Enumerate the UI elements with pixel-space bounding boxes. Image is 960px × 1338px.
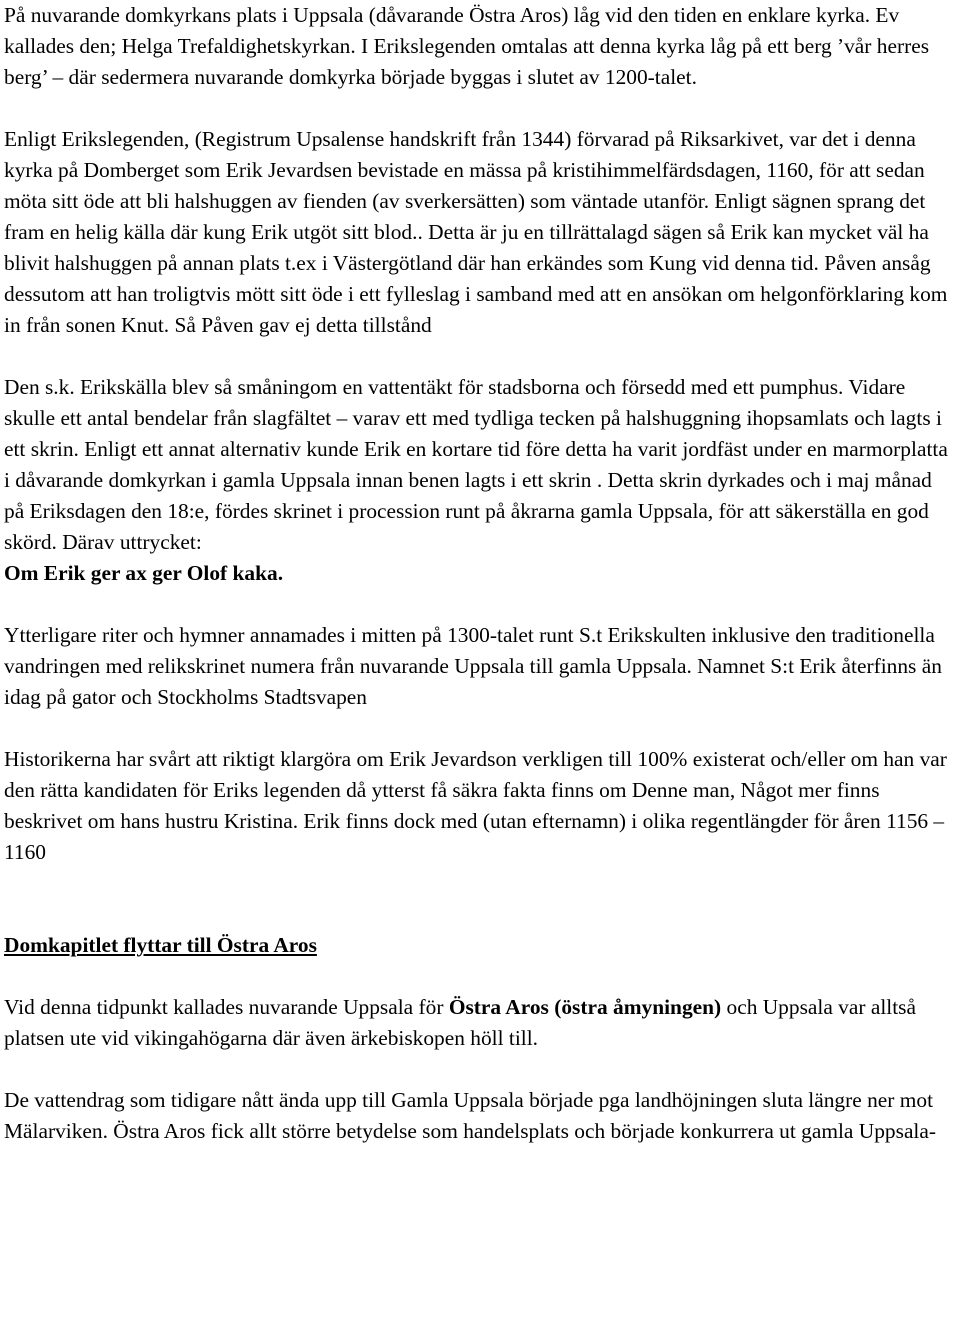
paragraph-ostra-aros	[4, 992, 956, 1054]
section-heading: Domkapitlet flyttar till Östra Aros	[4, 933, 317, 957]
ostra-aros-text-end: och Uppsala var alltså platsen ute vid vikingahögarna där även ärkebiskopen höll till.	[4, 995, 916, 1050]
ostra-aros-text-start: Vid denna tidpunkt kallades nuvarande Uppsala för	[4, 995, 449, 1019]
paragraph-land-uplift: De vattendrag som tidigare nått ända upp till Gamla Uppsala började pga landhöjningen sluta längre ner mot Mälarviken. Östra Aros fick allt större betydelse som handelsplats och började konkurrera ut gamla Uppsala-	[4, 1088, 936, 1143]
paragraph-rites-hymns: Ytterligare riter och hymner annamades i mitten på 1300-talet runt S.t Erikskulten inklusive den traditionella vandringen med relikskrinet numera från nuvarande Uppsala till gamla Uppsala. Namnet S:t Erik återfinns än idag på gator och Stockholms Stadtsvapen	[4, 623, 942, 709]
paragraph-historians: Historikerna har svårt att riktigt klargöra om Erik Jevardson verkligen till 100% existerat och/eller om han var den rätta kandidaten för Eriks legenden då ytterst få säkra fakta finns om Denne man, Något mer finns beskrivet om hans hustru Kristina. Erik finns dock med (utan efternamn) i olika regentlängder för åren 1156 – 1160	[4, 747, 947, 864]
ostra-aros-bold: Östra Aros (östra åmyningen)	[448, 995, 722, 1019]
document-page	[4, 0, 956, 1147]
paragraph-erik-legend: Enligt Erikslegenden, (Registrum Upsalense handskrift från 1344) förvarad på Riksarkivet, var det i denna kyrka på Domberget som Erik Jevardsen bevistade en mässa på kristihimmelfärdsdagen, 1160, för att sedan möta sitt öde att bli halshuggen av fienden (av sverkersätten) som väntade utanför. Enligt sägnen sprang det fram en helig källa där kung Erik utgöt sitt blod.. Detta är ju en tillrättalagd sägen så Erik kan mycket väl ha blivit halshuggen på annan plats t.ex i Västergötland där han erkändes som Kung vid denna tid. Påven ansåg dessutom att han troligtvis mött sitt öde i ett fylleslag i samband med att en ansökan om helgonförklaring kom in från sonen Knut. Så Påven gav ej detta tillstånd	[4, 127, 948, 337]
erikskalla-text: Den s.k. Erikskälla blev så småningom en vattentäkt för stadsborna och försedd med ett pumphus. Vidare skulle ett antal bendelar från slagfältet – varav ett med tydliga tecken på halshuggning ihopsamlats och lagts i ett skrin. Enligt ett annat alternativ kunde Erik en kortare tid före detta ha varit jordfäst under en marmorplatta i dåvarande domkyrkan i gamla Uppsala innan benen lagts i ett skrin . Detta skrin dyrkades och i maj månad på Eriksdagen den 18:e, fördes skrinet i procession runt på åkrarna gamla Uppsala, för att säkerställa en god skörd. Därav uttrycket:	[4, 375, 948, 554]
saying-quote: Om Erik ger ax ger Olof kaka.	[4, 561, 284, 585]
paragraph-cathedral-site: På nuvarande domkyrkans plats i Uppsala (dåvarande Östra Aros) låg vid den tiden en enklare kyrka. Ev kallades den; Helga Trefaldighetskyrkan. I Erikslegenden omtalas att denna kyrka låg på ett berg ’vår herres berg’ – där sedermera nuvarande domkyrka började byggas i slutet av 1200-talet.	[4, 3, 930, 89]
paragraph-erikskalla	[4, 372, 956, 589]
